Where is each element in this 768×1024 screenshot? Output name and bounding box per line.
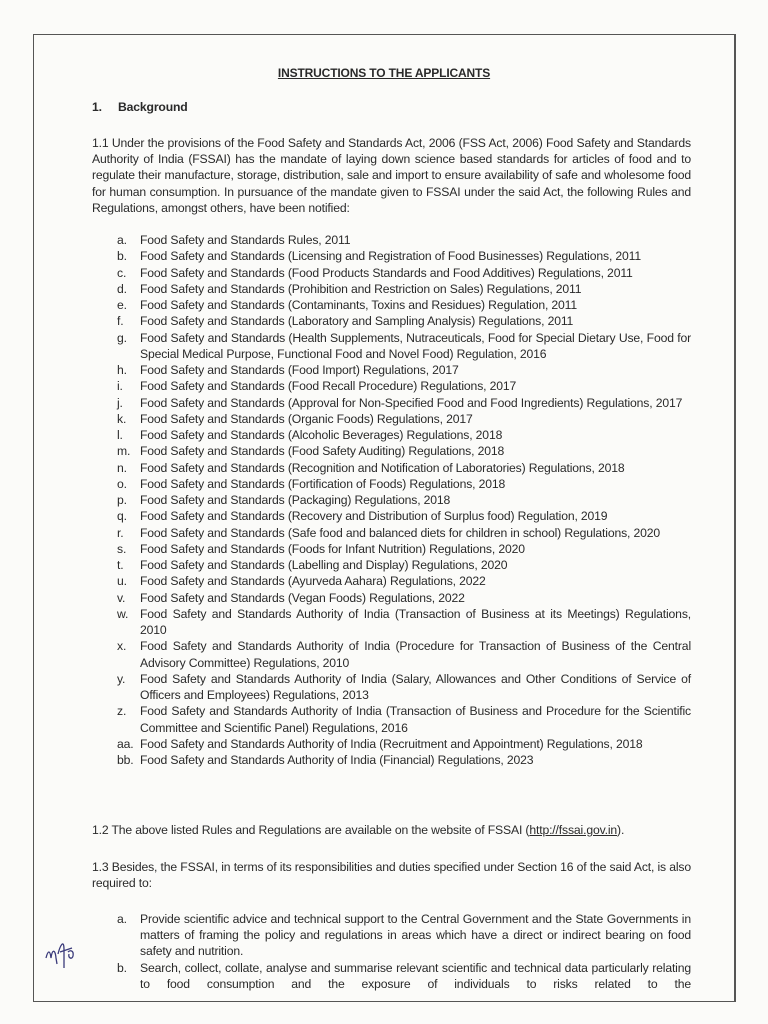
list-item bbox=[117, 330, 691, 363]
list-item-text: Food Safety and Standards (Contaminants, Toxins and Residues) Regulation, 2011 bbox=[140, 298, 578, 312]
list-item bbox=[117, 703, 691, 736]
list-marker: p. bbox=[117, 493, 127, 507]
list-item bbox=[117, 232, 691, 248]
list-item bbox=[117, 736, 691, 752]
list-item bbox=[117, 476, 691, 492]
section-number: 1. bbox=[92, 100, 102, 114]
list-item-text: Food Safety and Standards (Food Products Standards and Food Additives) Regulations, 2011 bbox=[140, 265, 633, 280]
list-item bbox=[117, 573, 691, 589]
list-marker: q. bbox=[117, 509, 127, 524]
document-title: INSTRUCTIONS TO THE APPLICANTS bbox=[277, 66, 491, 80]
list-marker: l. bbox=[117, 428, 123, 442]
list-marker: d. bbox=[117, 281, 127, 296]
list-item bbox=[117, 492, 691, 508]
list-item bbox=[117, 911, 691, 960]
list-item-text: Search, collect, collate, analyse and summarise relevant scientific and technical data particularly relating to food consumption and the exposure of individuals to risks related to the bbox=[140, 960, 691, 991]
list-item-text: Food Safety and Standards Authority of India (Transaction of Business and Procedure for the Scientific Committee and Scientific Panel) Regulations, 2016 bbox=[140, 704, 691, 735]
list-item bbox=[117, 671, 691, 704]
list-item bbox=[117, 541, 691, 557]
list-marker: s. bbox=[117, 541, 127, 556]
list-marker: e. bbox=[117, 298, 127, 312]
list-marker: o. bbox=[117, 476, 127, 491]
list-marker: b. bbox=[117, 249, 127, 264]
paragraph-1-1: 1.1 Under the provisions of the Food Safety and Standards Act, 2006 (FSS Act, 2006) Food Safety and Standards Authority of India (FSSAI) has the mandate of laying down science based standards for articles of food and to regulate their manufacture, storage, distribution, sale and import to ensure availability of safe and wholesome food for human consumption. In pursuance of the mandate given to FSSAI under the said Act, the following Rules and Regulations, amongst others, have been notified: bbox=[92, 136, 691, 215]
fssai-website-link[interactable]: http://fssai.gov.in bbox=[529, 823, 618, 837]
list-item-text: Food Safety and Standards (Prohibition and Restriction on Sales) Regulations, 2011 bbox=[140, 281, 582, 296]
list-marker: g. bbox=[117, 330, 127, 345]
list-marker: y. bbox=[117, 671, 126, 686]
list-marker: i. bbox=[117, 379, 123, 394]
list-item bbox=[117, 443, 691, 459]
list-item-text: Food Safety and Standards (Alcoholic Beverages) Regulations, 2018 bbox=[140, 428, 503, 442]
section-heading bbox=[92, 100, 188, 114]
list-item-text: Food Safety and Standards (Recognition and Notification of Laboratories) Regulations, 2018 bbox=[140, 460, 625, 475]
list-marker: w. bbox=[117, 606, 129, 621]
list-item bbox=[117, 281, 691, 297]
list-item bbox=[117, 427, 691, 443]
list-marker: h. bbox=[117, 363, 127, 377]
list-item bbox=[117, 525, 691, 541]
list-item-text: Food Safety and Standards Authority of India (Salary, Allowances and Other Conditions of Service of Officers and Employees) Regulations, 2013 bbox=[140, 671, 691, 702]
list-item-text: Food Safety and Standards (Food Safety Auditing) Regulations, 2018 bbox=[140, 444, 505, 459]
list-marker: a. bbox=[117, 912, 127, 926]
list-item bbox=[117, 606, 691, 639]
section-title: Background bbox=[118, 100, 188, 114]
list-marker: c. bbox=[117, 265, 127, 280]
list-marker: f. bbox=[117, 314, 124, 329]
list-item-text: Food Safety and Standards (Health Supplements, Nutraceuticals, Food for Special Dietary Use, Food for Special Medical Purpose, Functional Food and Novel Food) Regulation, 2016 bbox=[140, 330, 691, 361]
list-marker: r. bbox=[117, 525, 124, 540]
list-item bbox=[117, 313, 691, 329]
list-item-text: Food Safety and Standards (Licensing and Registration of Food Businesses) Regulations, 2011 bbox=[140, 249, 642, 264]
paragraph-1-2-text: 1.2 The above listed Rules and Regulations are available on the website of FSSAI ( bbox=[92, 823, 530, 837]
list-marker: a. bbox=[117, 233, 127, 247]
list-marker: b. bbox=[117, 960, 127, 975]
list-marker: z. bbox=[117, 704, 127, 719]
list-item-text: Food Safety and Standards (Ayurveda Aahara) Regulations, 2022 bbox=[140, 574, 486, 589]
handwritten-initials bbox=[42, 928, 82, 978]
list-item bbox=[117, 362, 691, 378]
paragraph-1-3: 1.3 Besides, the FSSAI, in terms of its responsibilities and duties specified under Section 16 of the said Act, is also required to: bbox=[92, 860, 691, 891]
list-item-text: Food Safety and Standards (Safe food and balanced diets for children in school) Regulations, 2020 bbox=[140, 525, 661, 540]
regulations-list bbox=[117, 232, 691, 768]
list-item-text: Food Safety and Standards Authority of India (Transaction of Business at its Meetings) Regulations, 2010 bbox=[140, 606, 691, 637]
list-item-text: Food Safety and Standards Authority of India (Recruitment and Appointment) Regulations, 2018 bbox=[140, 736, 643, 751]
list-marker: m. bbox=[117, 444, 131, 459]
list-item-text: Food Safety and Standards Rules, 2011 bbox=[140, 233, 351, 247]
list-item-text: Food Safety and Standards (Labelling and Display) Regulations, 2020 bbox=[140, 558, 508, 572]
paragraph-1-2-end: ). bbox=[617, 823, 625, 837]
list-item bbox=[117, 508, 691, 524]
paragraph-1-2 bbox=[92, 822, 691, 838]
list-item-text: Food Safety and Standards (Fortification of Foods) Regulations, 2018 bbox=[140, 476, 506, 491]
list-item bbox=[117, 378, 691, 394]
list-marker: aa. bbox=[117, 736, 134, 751]
list-marker: j. bbox=[117, 395, 123, 410]
list-marker: u. bbox=[117, 574, 127, 589]
list-item-text: Food Safety and Standards Authority of India (Procedure for Transaction of Business of the Central Advisory Committee) Regulations, 2010 bbox=[140, 639, 691, 670]
list-item bbox=[117, 265, 691, 281]
list-marker: t. bbox=[117, 558, 124, 572]
list-item-text: Food Safety and Standards (Organic Foods) Regulations, 2017 bbox=[140, 411, 473, 426]
list-item bbox=[117, 752, 691, 768]
list-item bbox=[117, 638, 691, 671]
list-item-text: Food Safety and Standards (Approval for Non-Specified Food and Food Ingredients) Regulations, 2017 bbox=[140, 395, 683, 410]
list-item bbox=[117, 248, 691, 264]
list-item bbox=[117, 460, 691, 476]
list-item bbox=[117, 557, 691, 573]
list-marker: v. bbox=[117, 590, 126, 605]
list-item bbox=[117, 395, 691, 411]
list-item bbox=[117, 960, 691, 992]
duties-list bbox=[117, 911, 691, 992]
list-marker: bb. bbox=[117, 753, 134, 767]
list-item-text: Food Safety and Standards (Laboratory and Sampling Analysis) Regulations, 2011 bbox=[140, 314, 574, 329]
list-item-text: Food Safety and Standards (Food Import) Regulations, 2017 bbox=[140, 363, 459, 377]
list-marker: n. bbox=[117, 460, 127, 475]
list-marker: k. bbox=[117, 411, 127, 426]
list-item-text: Food Safety and Standards (Vegan Foods) Regulations, 2022 bbox=[140, 590, 465, 605]
list-marker: x. bbox=[117, 639, 127, 654]
list-item-text: Provide scientific advice and technical support to the Central Government and the State Governments in matters of framing the policy and regulations in areas which have a direct or indirect bearing on food safety and nutrition. bbox=[140, 912, 691, 959]
list-item bbox=[117, 590, 691, 606]
list-item bbox=[117, 411, 691, 427]
list-item-text: Food Safety and Standards (Food Recall Procedure) Regulations, 2017 bbox=[140, 379, 517, 394]
list-item-text: Food Safety and Standards Authority of India (Financial) Regulations, 2023 bbox=[140, 753, 534, 767]
list-item-text: Food Safety and Standards (Packaging) Regulations, 2018 bbox=[140, 493, 451, 507]
list-item-text: Food Safety and Standards (Recovery and Distribution of Surplus food) Regulation, 2019 bbox=[140, 509, 608, 524]
list-item-text: Food Safety and Standards (Foods for Infant Nutrition) Regulations, 2020 bbox=[140, 541, 525, 556]
list-item bbox=[117, 297, 691, 313]
